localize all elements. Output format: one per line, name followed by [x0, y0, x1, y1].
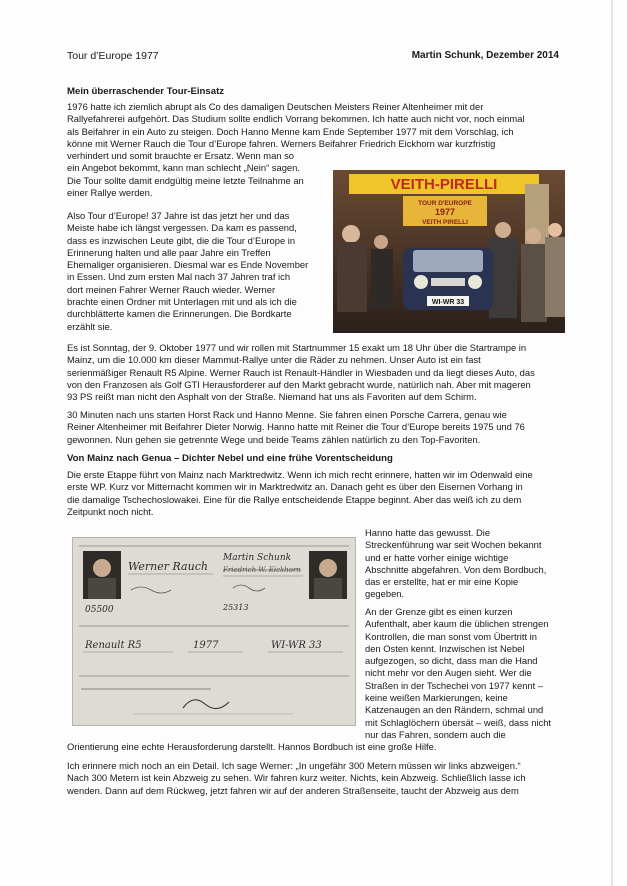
text-line: Es ist Sonntag, der 9. Oktober 1977 und wir rollen mit Startnummer 15 exakt um 18 Uhr über die Startrampe in [67, 342, 527, 353]
text-line: Hanno hatte das gewusst. Die [365, 527, 491, 538]
text-line: gegeben. [365, 588, 405, 600]
text-line: Zeitpunkt noch nicht. [67, 505, 154, 517]
text-line: Meiste habe ich längst vergessen. Da kam es passend, [67, 222, 297, 234]
text-line: Die erste Etappe führt von Mainz nach Marktredwitz. Wenn ich mich recht erinnere, hatten wir im Odenwald eine [67, 469, 533, 480]
text-line: ein Angebot bekommt, kann man schlecht „Nein“ sagen. [67, 162, 300, 174]
text-line: Ich erinnere mich noch an ein Detail. Ich sage Werner: „In ungefähr 300 Metern müssen wir links abzweigen.“ [67, 760, 521, 771]
text-line: Nach 300 Metern ist kein Abzweig zu sehen. Wir fahren kurz weiter. Nichts, kein Abzweig. Schließlich lasse ich [67, 772, 526, 784]
renault-r5-car [403, 248, 493, 310]
text-line: nicht mehr vor den Augen sieht. Wer die [365, 667, 532, 679]
paragraph-orientation: Orientierung eine echte Herausforderung darstellt. Hannos Bordbuch ist eine große Hilfe. [67, 741, 437, 752]
start-sign-title: TOUR D'EUROPE [418, 200, 472, 207]
driver-name: Werner Rauch [128, 560, 208, 573]
text-line: Erinnerung halten und alle paar Jahre ein Treffen [67, 246, 271, 258]
header-author-date: Martin Schunk, Dezember 2014 [411, 50, 559, 61]
text-line: erste WP. Kurz vor Mitternacht kommen wir in Marktredwitz an. Danach geht es über den Eisernen Vorhang in [67, 481, 523, 493]
text-line: 1976 hatte ich ziemlich abrupt als Co des damaligen Deutschen Meisters Reiner Altenheimer mit der [67, 101, 484, 112]
license-plate-text: WI-WR 33 [431, 299, 465, 306]
codriver-name: Martin Schunk [223, 553, 292, 563]
text-line: das er erstellte, hat er mir eine Kopie [365, 576, 519, 588]
driver-photo [83, 551, 121, 599]
section-heading-tour-einsatz: Mein überraschender Tour-Einsatz [67, 86, 225, 97]
sponsor-banner-text: VEITH-PIRELLI [390, 176, 498, 193]
paragraph-hanno-bordbuch [365, 527, 565, 601]
paragraph-favorites [67, 409, 567, 446]
car-model: Renault R5 [85, 640, 142, 651]
text-line: 30 Minuten nach uns starten Horst Rack und Hanno Menne. Sie fahren einen Porsche Carrera, genau wie [67, 409, 507, 420]
paragraph-detail [67, 760, 567, 797]
page-edge [611, 0, 613, 886]
text-line: aufgezogen, so dicht, dass man die Hand [365, 655, 538, 667]
text-line: als Beifahrer in ein Auto zu steigen. Doch Hanno Menne kam Ende September 1977 mit dem Vorschlag, ich [67, 125, 514, 137]
paragraph-first-stage [67, 469, 567, 518]
start-sign-sponsor: VEITH PIRELLI [422, 219, 468, 226]
codriver-struck-name: Friedrich W. Eickhorn [223, 566, 301, 574]
text-line: Katzenaugen an den Rändern, schmal und [365, 704, 544, 716]
car-plate: WI-WR 33 [271, 640, 322, 651]
text-line: Rallyefahrerei aufgehört. Das Studium sollte endlich Vorrang bekommen. Ich hatte auch nicht vor, noch einmal [67, 113, 525, 125]
text-line: Abschnitte abgefahren. Von dem Bordbuch, [365, 563, 547, 575]
text-line: nur das Fahren, sondern auch die [365, 728, 506, 740]
text-line: könne mit Werner Rauch die Tour d’Europe fahren. Werners Beifahrer Friedrich Eickhorn war kurzfristig [67, 137, 496, 149]
text-line: die damalige Tschechoslowakei. Eine für die Rallye entscheidende Etappe beginnt. Aber das weiß ich zu dem [67, 493, 522, 505]
card-number-mid: 25313 [223, 603, 249, 612]
rally-start-photo [333, 170, 565, 333]
text-line: gewonnen. Nun gehen sie getrennte Wege und beide Teams zählen natürlich zu den Top-Favoriten. [67, 433, 481, 445]
paragraph-tour-memories [67, 210, 329, 333]
text-line: Kontrollen, die man sonst vom Übertritt in [365, 630, 537, 642]
text-line: durchblätterte kamen die Erinnerungen. Die Bordkarte [67, 308, 292, 320]
bordkarte-graphic [73, 538, 355, 725]
bordkarte-scan [72, 537, 356, 726]
text-line: den Osten kennt. Inzwischen ist Nebel [365, 642, 525, 654]
header-title: Tour d’Europe 1977 [67, 50, 159, 62]
section-heading-mainz-genua: Von Mainz nach Genua – Dichter Nebel und eine frühe Vorentscheidung [67, 453, 393, 464]
text-line: Also Tour d’Europe! 37 Jahre ist das jetzt her und das [67, 210, 290, 221]
start-sign-year: 1977 [434, 207, 456, 217]
text-line: erzählt sie. [67, 320, 113, 332]
text-line: serienmäßiger Renault R5 Alpine. Werner Rauch ist Renault-Händler in Wiesbaden und da liegt dieses Auto, das [67, 366, 535, 378]
card-number-left: 05500 [85, 605, 114, 615]
text-line: Ehemaliger organisieren. Diesmal war es Ende November [67, 259, 309, 271]
text-line: 93 PS reißt man nicht den Asphalt von der Straße. Niemand hat uns als Favoriten auf dem Schirm. [67, 391, 477, 403]
text-line: keine weißen Markierungen, keine [365, 692, 508, 704]
rally-start-photo-graphic [333, 170, 565, 333]
text-line: Streckenführung war seit Wochen bekannt [365, 539, 542, 551]
text-line: brachte einen Ordner mit Unterlagen mit und als ich die [67, 296, 297, 308]
car-year: 1977 [193, 640, 219, 651]
text-line: einer Rallye werden. [67, 187, 153, 199]
paragraph-start [67, 342, 567, 403]
text-line: Mainz, um die 10.000 km dieser Mammut-Rallye unter die Räder zu nehmen. Unser Auto ist ein fast [67, 354, 481, 366]
text-line: dort meinen Fahrer Werner Rauch wieder. Werner [67, 283, 276, 295]
text-line: Reiner Altenheimer mit Beifahrer Dieter Norwig. Hanno hatte mit Reiner die Tour d’Europe bereits 1975 und 76 [67, 421, 525, 433]
text-line: Straßen in der Tschechei von 1977 kennt – [365, 679, 544, 691]
codriver-photo [309, 551, 347, 599]
text-line: Aufenthalt, aber kaum die üblichen strengen [365, 618, 549, 630]
text-line: mit Schlaglöchern übersät – weiß, dass nicht [365, 716, 552, 728]
text-line: Die Tour sollte damit endgültig meine letzte Teilnahme an [67, 174, 304, 186]
text-line: von den Franzosen als Golf GTI Herausforderer auf den Markt gebracht wurde, natürlich nah. Aber mit mageren [67, 378, 531, 390]
text-line: wenden. Dann auf dem Rückweg, jetzt fahren wir auf der anderen Straßenseite, taucht der Abzweig aus dem [67, 784, 519, 796]
paragraph-border-fog [365, 606, 565, 741]
text-line: in Essen. Und zum ersten Mal nach 37 Jahren traf ich [67, 271, 291, 283]
text-line: An der Grenze gibt es einen kurzen [365, 606, 513, 617]
text-line: verhindert und somit brauchte er Ersatz. Wenn man so [67, 150, 295, 162]
text-line: dass es inzwischen Leute gibt, die die Tour d’Europe in [67, 234, 296, 246]
text-line: und er hatte vorher einige wichtige [365, 551, 509, 563]
